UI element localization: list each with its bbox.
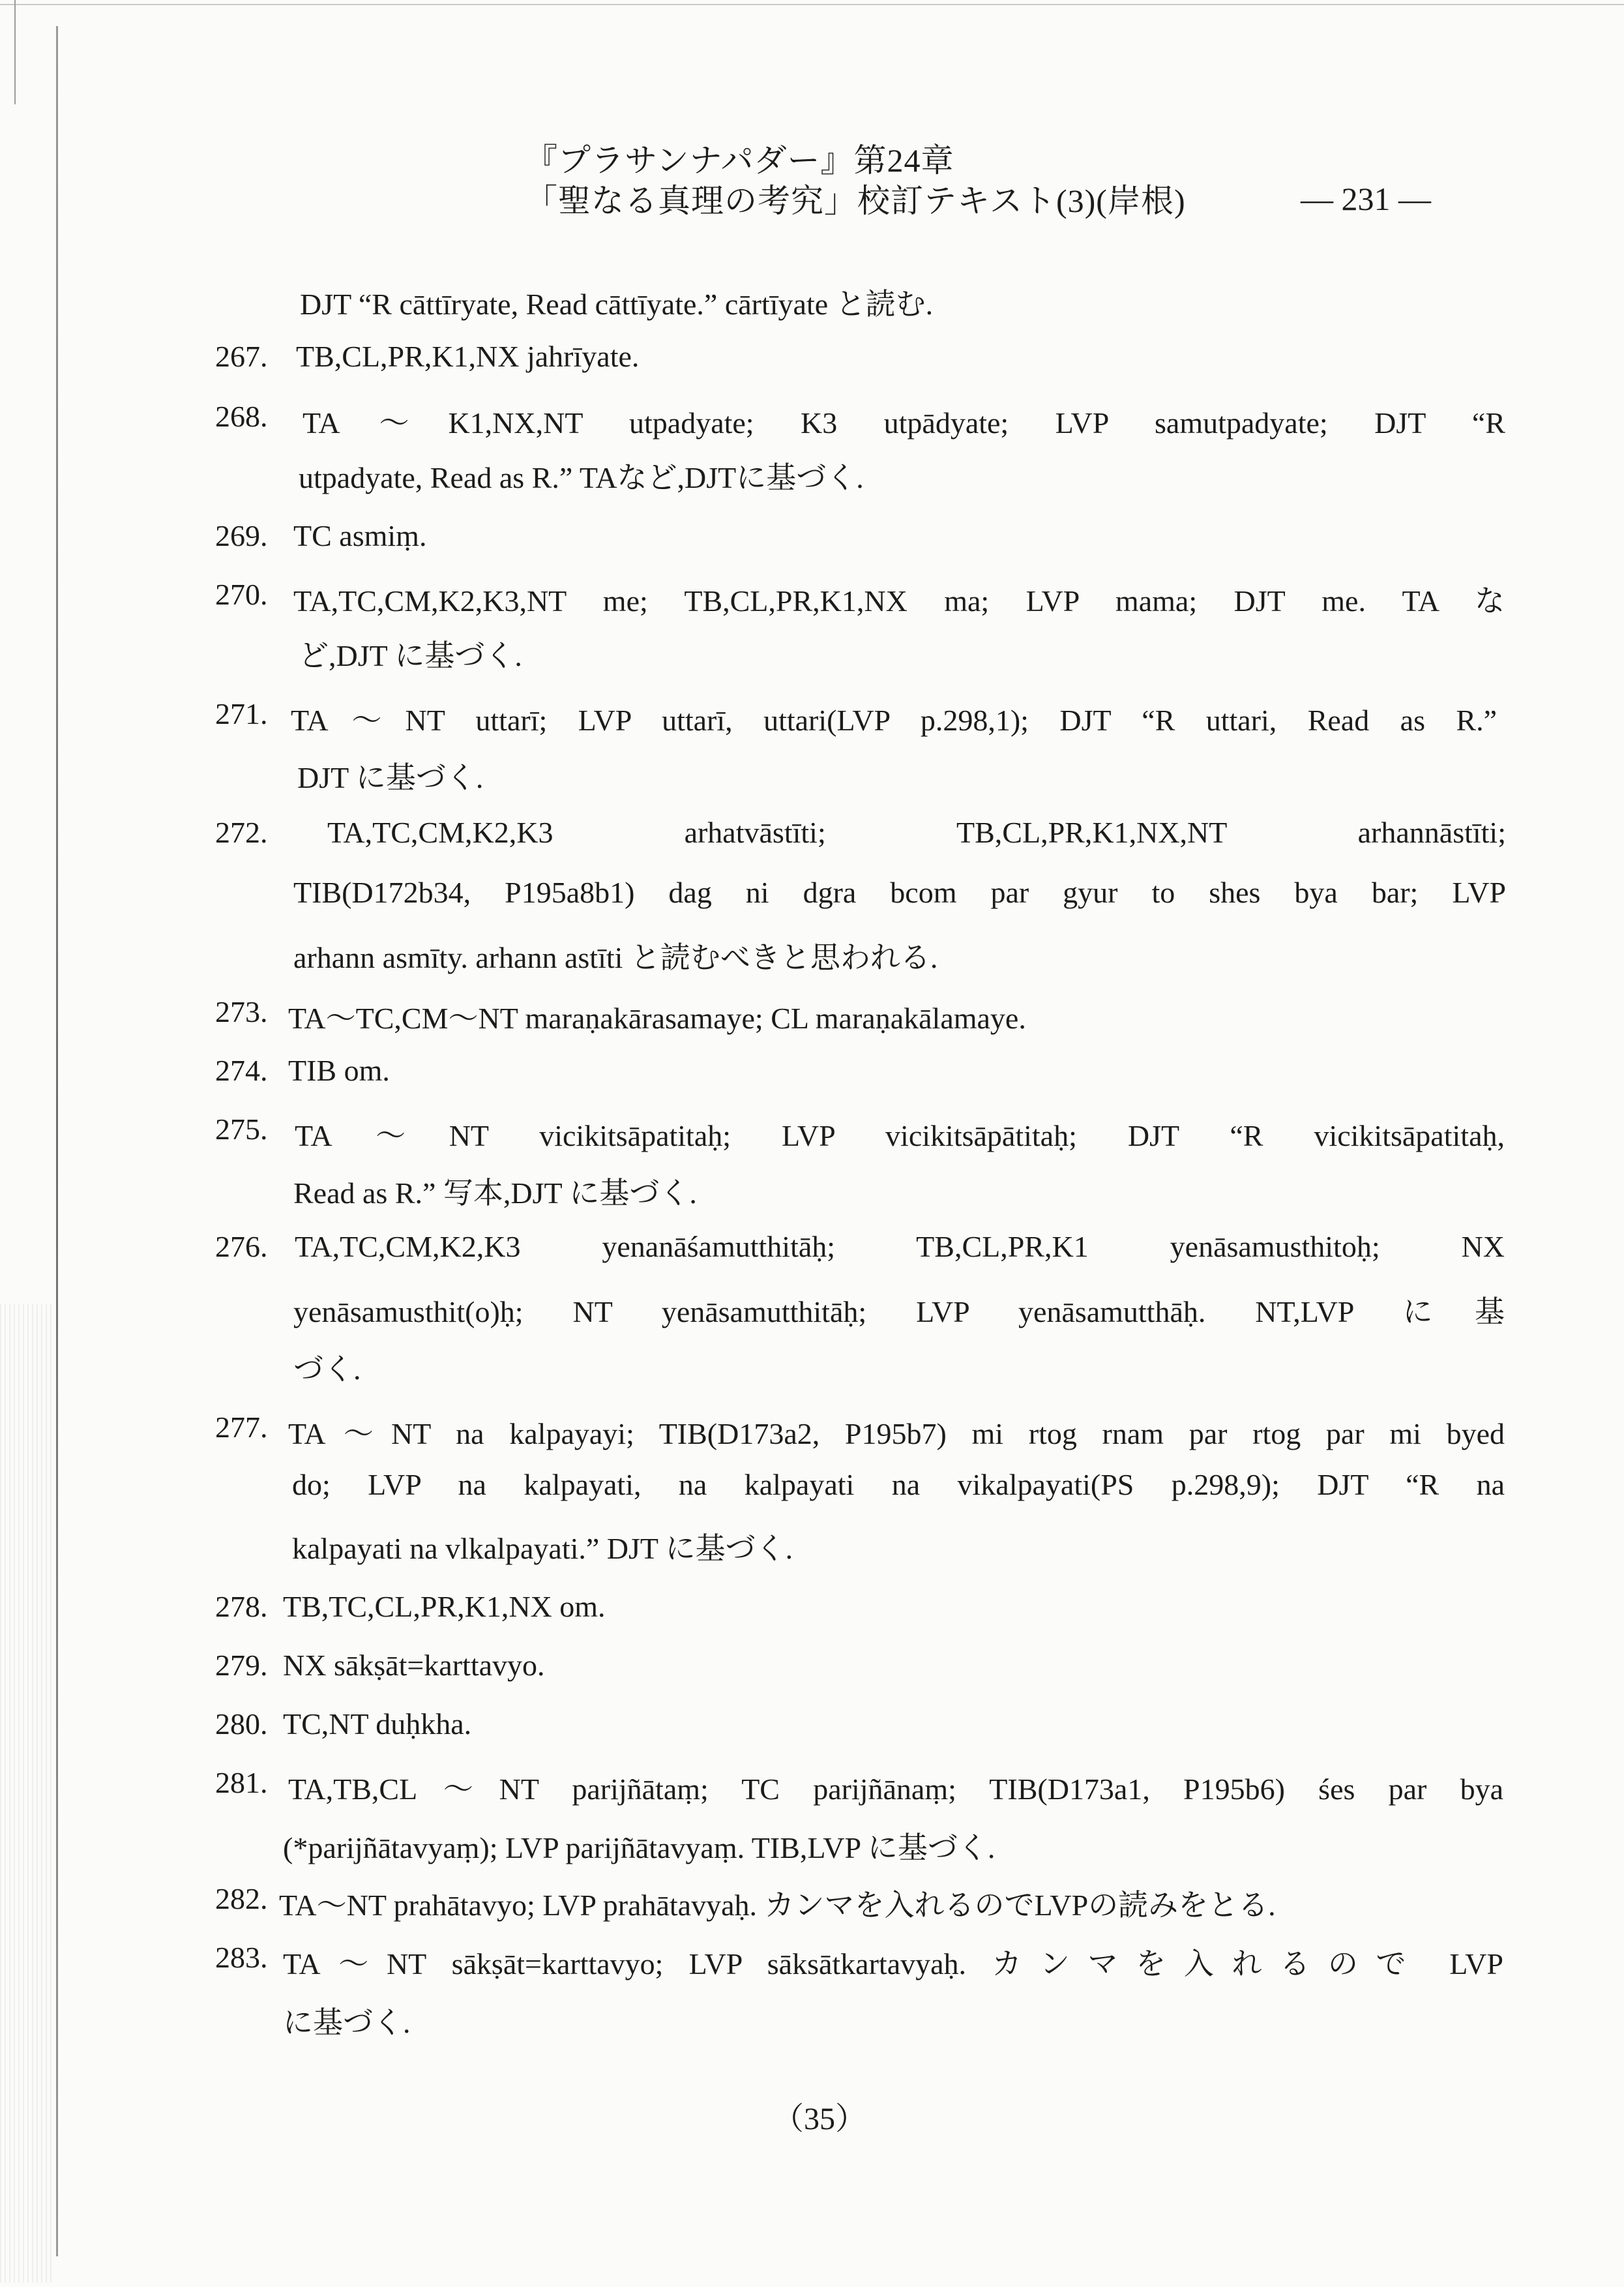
footnote-line: づく.: [293, 1353, 361, 1386]
footnote-line: (*parijñātavyaṃ); LVP parijñātavyaṃ. TIB,LVP に基づく.: [283, 1831, 996, 1864]
footnote-line: DJT “R cāttīryate, Read cāttīyate.” cārtīyate と読む.: [300, 288, 934, 321]
footnote-number: 273.: [215, 995, 268, 1028]
footnote-line: TIB om.: [288, 1054, 390, 1087]
running-header: [525, 140, 1186, 221]
footnote-line: TA,TB,CL〜NT parijñātaṃ; TC parijñānaṃ; TIB(D173a1, P195b6) śes par bya: [288, 1772, 1503, 1806]
footnote-line: TIB(D172b34, P195a8b1) dag ni dgra bcom par gyur to shes bya bar; LVP: [293, 876, 1506, 909]
footnote-line: TC,NT duḥkha.: [283, 1707, 472, 1741]
footnote-line: TA〜NT uttarī; LVP uttarī, uttari(LVP p.298,1); DJT “R uttari, Read as R.”: [291, 704, 1497, 737]
footnote-line: utpadyate, Read as R.” TAなど,DJTに基づく.: [299, 461, 864, 494]
footnote-line: TA〜NT sākṣāt=karttavyo; LVP sāksātkartavyaḥ. カンマを入れるので LVP: [283, 1947, 1503, 1981]
footnote-number: 282.: [215, 1882, 268, 1915]
footnote-number: 277.: [215, 1411, 268, 1444]
footnote-line: NX sākṣāt=karttavyo.: [283, 1649, 545, 1682]
footnote-line: TA,TC,CM,K2,K3 arhatvāstīti; TB,CL,PR,K1,NX,NT arhannāstīti;: [327, 816, 1506, 849]
footnote-number: 281.: [215, 1766, 268, 1799]
footnote-line: TA〜NT vicikitsāpatitaḥ; LVP vicikitsāpātitaḥ; DJT “R vicikitsāpatitaḥ,: [295, 1119, 1505, 1152]
footnote-number: 275.: [215, 1113, 268, 1146]
scan-left-mark: [14, 0, 16, 104]
footnote-number: 268.: [215, 400, 268, 433]
footnote-line: Read as R.” 写本,DJT に基づく.: [293, 1176, 697, 1210]
scan-top-edge: [0, 4, 1624, 5]
footnote-number: 280.: [215, 1707, 268, 1741]
footnote-number: 271.: [215, 697, 268, 730]
footnote-number: 278.: [215, 1590, 268, 1623]
footnote-number: 283.: [215, 1941, 268, 1974]
footnote-line: TB,CL,PR,K1,NX jahrīyate.: [296, 340, 640, 373]
footnote-number: 279.: [215, 1649, 268, 1682]
header-title-line2: 「聖なる真理の考究」校訂テキスト(3)(岸根): [525, 183, 1186, 219]
footnote-number: 267.: [215, 340, 268, 373]
footnote-line: kalpayati na vlkalpayati.” DJT に基づく.: [292, 1532, 793, 1565]
footnote-number: 269.: [215, 519, 268, 552]
footnote-line: TA〜TC,CM〜NT maraṇakārasamaye; CL maraṇakālamaye.: [288, 1002, 1026, 1035]
footnote-line: TB,TC,CL,PR,K1,NX om.: [283, 1590, 606, 1623]
footnote-line: arhann asmīty. arhann astīti と読むべきと思われる.: [293, 941, 938, 974]
footnote-line: yenāsamusthit(o)ḥ; NT yenāsamutthitāḥ; LVP yenāsamutthāḥ. NT,LVP に基: [293, 1295, 1505, 1328]
footnote-line: TA〜NT na kalpayayi; TIB(D173a2, P195b7) mi rtog rnam par rtog par mi byed: [288, 1417, 1505, 1450]
footnote-number: 274.: [215, 1054, 268, 1087]
header-title-line1: 『プラサンナパダー』第24章: [525, 142, 954, 179]
footnote-number: 270.: [215, 578, 268, 611]
footnote-line: do; LVP na kalpayati, na kalpayati na vikalpayati(PS p.298,9); DJT “R na: [292, 1468, 1505, 1501]
footnote-line: TA,TC,CM,K2,K3,NT me; TB,CL,PR,K1,NX ma; LVP mama; DJT me. TA な: [293, 584, 1505, 618]
footnote-line: に基づく.: [283, 2006, 411, 2039]
margin-rule: [56, 26, 58, 2256]
footnote-line: TA〜K1,NX,NT utpadyate; K3 utpādyate; LVP samutpadyate; DJT “R: [303, 406, 1505, 440]
footnote-line: TA〜NT prahātavyo; LVP prahātavyaḥ. カンマを入れるのでLVPの読みをとる.: [279, 1889, 1276, 1922]
footer-page-number: （35）: [773, 2102, 867, 2136]
footnote-line: ど,DJT に基づく.: [299, 639, 522, 672]
footnote-number: 276.: [215, 1230, 268, 1263]
footnote-line: TA,TC,CM,K2,K3 yenanāśamutthitāḥ; TB,CL,PR,K1 yenāsamusthitoḥ; NX: [295, 1230, 1505, 1263]
journal-page-number: — 231 —: [1301, 181, 1431, 217]
footnote-line: TC asmiṃ.: [293, 519, 427, 552]
footnote-number: 272.: [215, 816, 268, 849]
footnote-line: DJT に基づく.: [297, 761, 484, 794]
scan-noise: [0, 1304, 52, 2282]
